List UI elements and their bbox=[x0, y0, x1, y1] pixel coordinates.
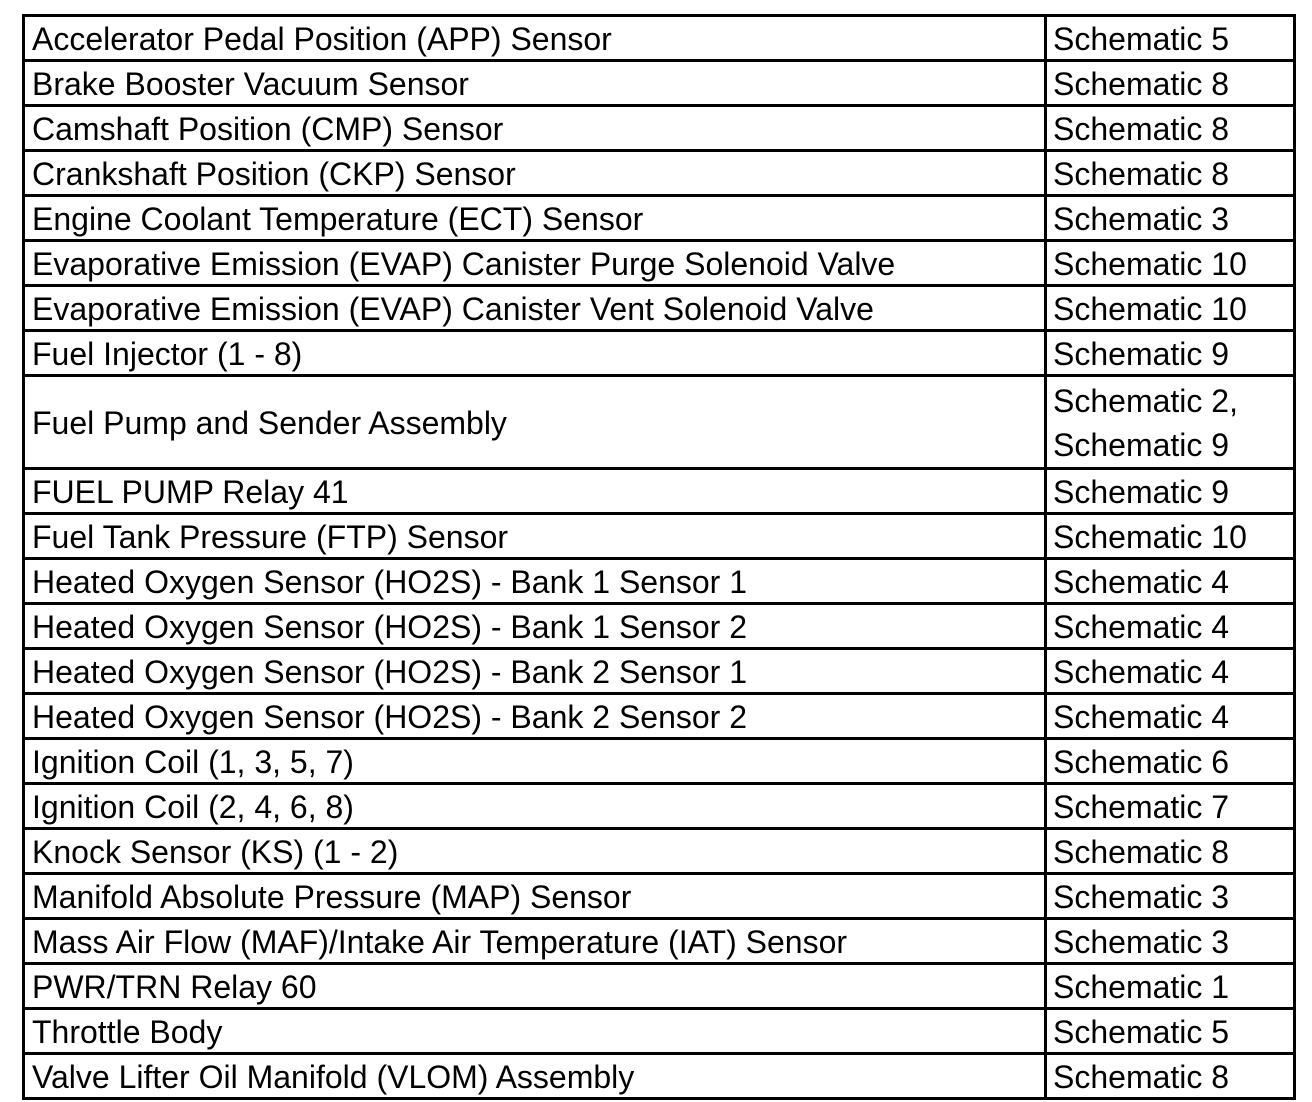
component-name-cell: Crankshaft Position (CKP) Sensor bbox=[24, 151, 1046, 196]
schematic-reference-cell bbox=[1046, 1054, 1295, 1099]
table-row bbox=[24, 649, 1295, 694]
schematic-reference-cell bbox=[1046, 376, 1295, 469]
schematic-reference-cell bbox=[1046, 1009, 1295, 1054]
table-row bbox=[24, 604, 1295, 649]
schematic-reference-cell bbox=[1046, 331, 1295, 376]
schematic-reference-line: Schematic 9 bbox=[1053, 336, 1230, 372]
schematic-reference-cell bbox=[1046, 151, 1295, 196]
table-row bbox=[24, 514, 1295, 559]
component-name-cell: Accelerator Pedal Position (APP) Sensor bbox=[24, 16, 1046, 61]
schematic-reference-line: Schematic 10 bbox=[1053, 291, 1247, 327]
table-row bbox=[24, 919, 1295, 964]
component-name-cell: Heated Oxygen Sensor (HO2S) - Bank 2 Sensor 1 bbox=[24, 649, 1046, 694]
component-name-cell: PWR/TRN Relay 60 bbox=[24, 964, 1046, 1009]
component-name-cell: Fuel Pump and Sender Assembly bbox=[24, 376, 1046, 469]
schematic-reference-line: Schematic 3 bbox=[1053, 879, 1230, 915]
schematic-reference-cell bbox=[1046, 964, 1295, 1009]
table-body bbox=[24, 16, 1295, 1099]
schematic-reference-line: Schematic 4 bbox=[1053, 609, 1230, 645]
component-name-cell: Valve Lifter Oil Manifold (VLOM) Assembly bbox=[24, 1054, 1046, 1099]
table-row bbox=[24, 1054, 1295, 1099]
schematic-reference-line: Schematic 7 bbox=[1053, 789, 1230, 825]
table-row bbox=[24, 331, 1295, 376]
schematic-reference-line: Schematic 9 bbox=[1053, 427, 1230, 463]
schematic-reference-cell bbox=[1046, 649, 1295, 694]
schematic-reference-line: Schematic 5 bbox=[1053, 21, 1230, 57]
table-row bbox=[24, 1009, 1295, 1054]
schematic-reference-line: Schematic 4 bbox=[1053, 699, 1230, 735]
schematic-reference-cell bbox=[1046, 514, 1295, 559]
schematic-reference-line: Schematic 6 bbox=[1053, 744, 1230, 780]
schematic-reference-cell bbox=[1046, 559, 1295, 604]
schematic-reference-line: Schematic 1 bbox=[1053, 969, 1230, 1005]
schematic-reference-cell bbox=[1046, 784, 1295, 829]
schematic-reference-cell bbox=[1046, 106, 1295, 151]
component-name-cell: Knock Sensor (KS) (1 - 2) bbox=[24, 829, 1046, 874]
schematic-reference-line: Schematic 10 bbox=[1053, 246, 1247, 282]
table-row bbox=[24, 964, 1295, 1009]
table-row bbox=[24, 16, 1295, 61]
schematic-reference-cell bbox=[1046, 919, 1295, 964]
schematic-reference-line: Schematic 8 bbox=[1053, 1059, 1230, 1095]
component-name-cell: Mass Air Flow (MAF)/Intake Air Temperature (IAT) Sensor bbox=[24, 919, 1046, 964]
schematic-reference-line: Schematic 3 bbox=[1053, 924, 1230, 960]
component-name-cell: Evaporative Emission (EVAP) Canister Purge Solenoid Valve bbox=[24, 241, 1046, 286]
schematic-reference-line: Schematic 5 bbox=[1053, 1014, 1230, 1050]
component-name-cell: Evaporative Emission (EVAP) Canister Vent Solenoid Valve bbox=[24, 286, 1046, 331]
table-row bbox=[24, 694, 1295, 739]
table-row bbox=[24, 106, 1295, 151]
component-name-cell: Camshaft Position (CMP) Sensor bbox=[24, 106, 1046, 151]
schematic-reference-line: Schematic 3 bbox=[1053, 201, 1230, 237]
schematic-reference-cell bbox=[1046, 694, 1295, 739]
schematic-reference-cell bbox=[1046, 196, 1295, 241]
component-name-cell: FUEL PUMP Relay 41 bbox=[24, 469, 1046, 514]
table-row bbox=[24, 874, 1295, 919]
component-name-cell: Manifold Absolute Pressure (MAP) Sensor bbox=[24, 874, 1046, 919]
schematic-reference-line: Schematic 10 bbox=[1053, 519, 1247, 555]
component-name-cell: Fuel Injector (1 - 8) bbox=[24, 331, 1046, 376]
schematic-reference-line: Schematic 8 bbox=[1053, 834, 1230, 870]
schematic-reference-cell bbox=[1046, 286, 1295, 331]
table-row bbox=[24, 784, 1295, 829]
schematic-reference-line: Schematic 8 bbox=[1053, 66, 1230, 102]
table-row bbox=[24, 196, 1295, 241]
component-name-cell: Heated Oxygen Sensor (HO2S) - Bank 2 Sensor 2 bbox=[24, 694, 1046, 739]
component-name-cell: Engine Coolant Temperature (ECT) Sensor bbox=[24, 196, 1046, 241]
table-row bbox=[24, 376, 1295, 469]
table-row bbox=[24, 241, 1295, 286]
table-row bbox=[24, 829, 1295, 874]
schematic-reference-cell bbox=[1046, 469, 1295, 514]
component-name-cell: Ignition Coil (1, 3, 5, 7) bbox=[24, 739, 1046, 784]
schematic-reference-cell bbox=[1046, 241, 1295, 286]
component-name-cell: Throttle Body bbox=[24, 1009, 1046, 1054]
component-name-cell: Fuel Tank Pressure (FTP) Sensor bbox=[24, 514, 1046, 559]
table-row bbox=[24, 286, 1295, 331]
table-row bbox=[24, 559, 1295, 604]
schematic-reference-line: Schematic 4 bbox=[1053, 654, 1230, 690]
table-row bbox=[24, 739, 1295, 784]
schematic-reference-cell bbox=[1046, 16, 1295, 61]
schematic-reference-cell bbox=[1046, 874, 1295, 919]
table-row bbox=[24, 469, 1295, 514]
component-name-cell: Brake Booster Vacuum Sensor bbox=[24, 61, 1046, 106]
schematic-reference-cell bbox=[1046, 61, 1295, 106]
component-name-cell: Heated Oxygen Sensor (HO2S) - Bank 1 Sensor 2 bbox=[24, 604, 1046, 649]
component-name-cell: Ignition Coil (2, 4, 6, 8) bbox=[24, 784, 1046, 829]
schematic-reference-line: Schematic 9 bbox=[1053, 474, 1230, 510]
schematic-reference-line: Schematic 8 bbox=[1053, 156, 1230, 192]
schematic-reference-cell bbox=[1046, 604, 1295, 649]
schematic-reference-line: Schematic 2, bbox=[1053, 383, 1238, 419]
table-row bbox=[24, 61, 1295, 106]
component-name-cell: Heated Oxygen Sensor (HO2S) - Bank 1 Sensor 1 bbox=[24, 559, 1046, 604]
schematic-reference-cell bbox=[1046, 829, 1295, 874]
schematic-reference-line: Schematic 8 bbox=[1053, 111, 1230, 147]
schematic-reference-table bbox=[22, 14, 1296, 1100]
schematic-reference-cell bbox=[1046, 739, 1295, 784]
table-row bbox=[24, 151, 1295, 196]
schematic-reference-line: Schematic 4 bbox=[1053, 564, 1230, 600]
